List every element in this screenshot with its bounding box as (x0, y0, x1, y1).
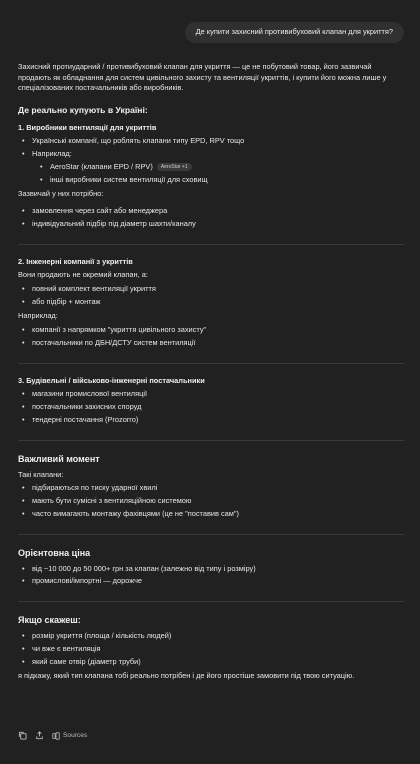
where-heading: Де реально купують в Україні: (18, 105, 148, 116)
list-item: • інші виробники систем вентиляції для сховищ (50, 175, 404, 186)
section-2-example-label: Наприклад: (18, 311, 58, 321)
section-1-sublist (32, 162, 404, 185)
copy-icon[interactable] (18, 731, 27, 740)
list-item: • постачальники захисних споруд (32, 402, 404, 413)
important-title: Важливий момент (18, 453, 100, 464)
list-item: • який саме отвір (діаметр труби) (32, 657, 404, 668)
list-item-label: AeroStar (клапани EPD / RPV) (50, 161, 153, 171)
divider (18, 601, 404, 602)
list-item: • промислові/імпортні — дорожче (32, 576, 404, 587)
price-title: Орієнтовна ціна (18, 547, 91, 558)
list-item: • замовлення через сайт або менеджера (32, 206, 404, 217)
list-item: • мають бути сумісні з вентиляційною системою (32, 496, 404, 507)
list-item: • підбираються по тиску ударної хвилі (32, 483, 404, 494)
divider (18, 244, 404, 245)
sources-button[interactable] (52, 731, 87, 741)
share-icon[interactable] (35, 731, 44, 740)
list-item: • тендерні постачання (Prozorro) (32, 415, 404, 426)
usually-list (18, 206, 404, 229)
section-1-list (18, 136, 404, 185)
outro-paragraph: я підкажу, який тип клапана тобі реально потрібен і де його простіше замовити під твою ситуацію. (18, 671, 355, 681)
list-item (50, 162, 404, 173)
important-lead: Такі клапани: (18, 469, 64, 479)
section-1-title: 1. Виробники вентиляції для укриттів (18, 122, 157, 132)
divider (18, 534, 404, 535)
message-actions (18, 731, 87, 741)
intro-paragraph: Захисний протиударний / противибуховий клапан для укриття — це не побутовий товар, його зазвичай продають як обладнання для систем цивільного захисту та вентиляції укриттів, і купити його можна лише у спеціалізованих постачальників або виробників. (18, 62, 387, 93)
usually-label: Зазвичай у них потрібно: (18, 189, 104, 199)
if-tell-title: Якщо скажеш: (18, 615, 81, 626)
list-item: • від ~10 000 до 50 000+ грн за клапан (залежно від типу і розміру) (32, 564, 404, 575)
section-2-list (18, 284, 404, 307)
section-3-title: 3. Будівельні / військово-інженерні постачальники (18, 375, 205, 385)
sources-icon (52, 732, 60, 740)
list-item: • повний комплект вентиляції укриття (32, 284, 404, 295)
list-item: • магазини промислової вентиляції (32, 389, 404, 400)
divider (18, 440, 404, 441)
source-badge[interactable]: AeroStar +1 (157, 163, 192, 171)
list-item (32, 149, 404, 185)
section-2-lead: Вони продають не окремий клапан, а: (18, 270, 148, 280)
divider (18, 363, 404, 364)
list-item: • компанії з напрямком "укриття цивільного захисту" (32, 325, 404, 336)
section-2-title: 2. Інженерні компанії з укриттів (18, 256, 133, 266)
assistant-response (18, 62, 404, 688)
sources-label: Sources (63, 732, 88, 739)
user-message-bubble: Де купити захисний противибуховий клапан для укриття? (185, 22, 404, 43)
list-item: • часто вимагають монтажу фахівцями (це не "поставив сам") (32, 509, 404, 520)
list-item-label: Наприклад: (32, 149, 72, 159)
list-item: • індивідуальний підбір під діаметр шахти/каналу (32, 219, 404, 230)
list-item: • або підбір + монтаж (32, 297, 404, 308)
list-item: • постачальники по ДБН/ДСТУ систем вентиляції (32, 338, 404, 349)
price-list (18, 564, 404, 587)
list-item: • розмір укриття (площа / кількість людей) (32, 631, 404, 642)
section-2-example-list (18, 325, 404, 348)
list-item: • Українські компанії, що роблять клапани типу EPD, RPV тощо (32, 136, 404, 147)
list-item: • чи вже є вентиляція (32, 644, 404, 655)
if-tell-list (18, 631, 404, 667)
important-list (18, 483, 404, 519)
section-3-list (18, 389, 404, 425)
